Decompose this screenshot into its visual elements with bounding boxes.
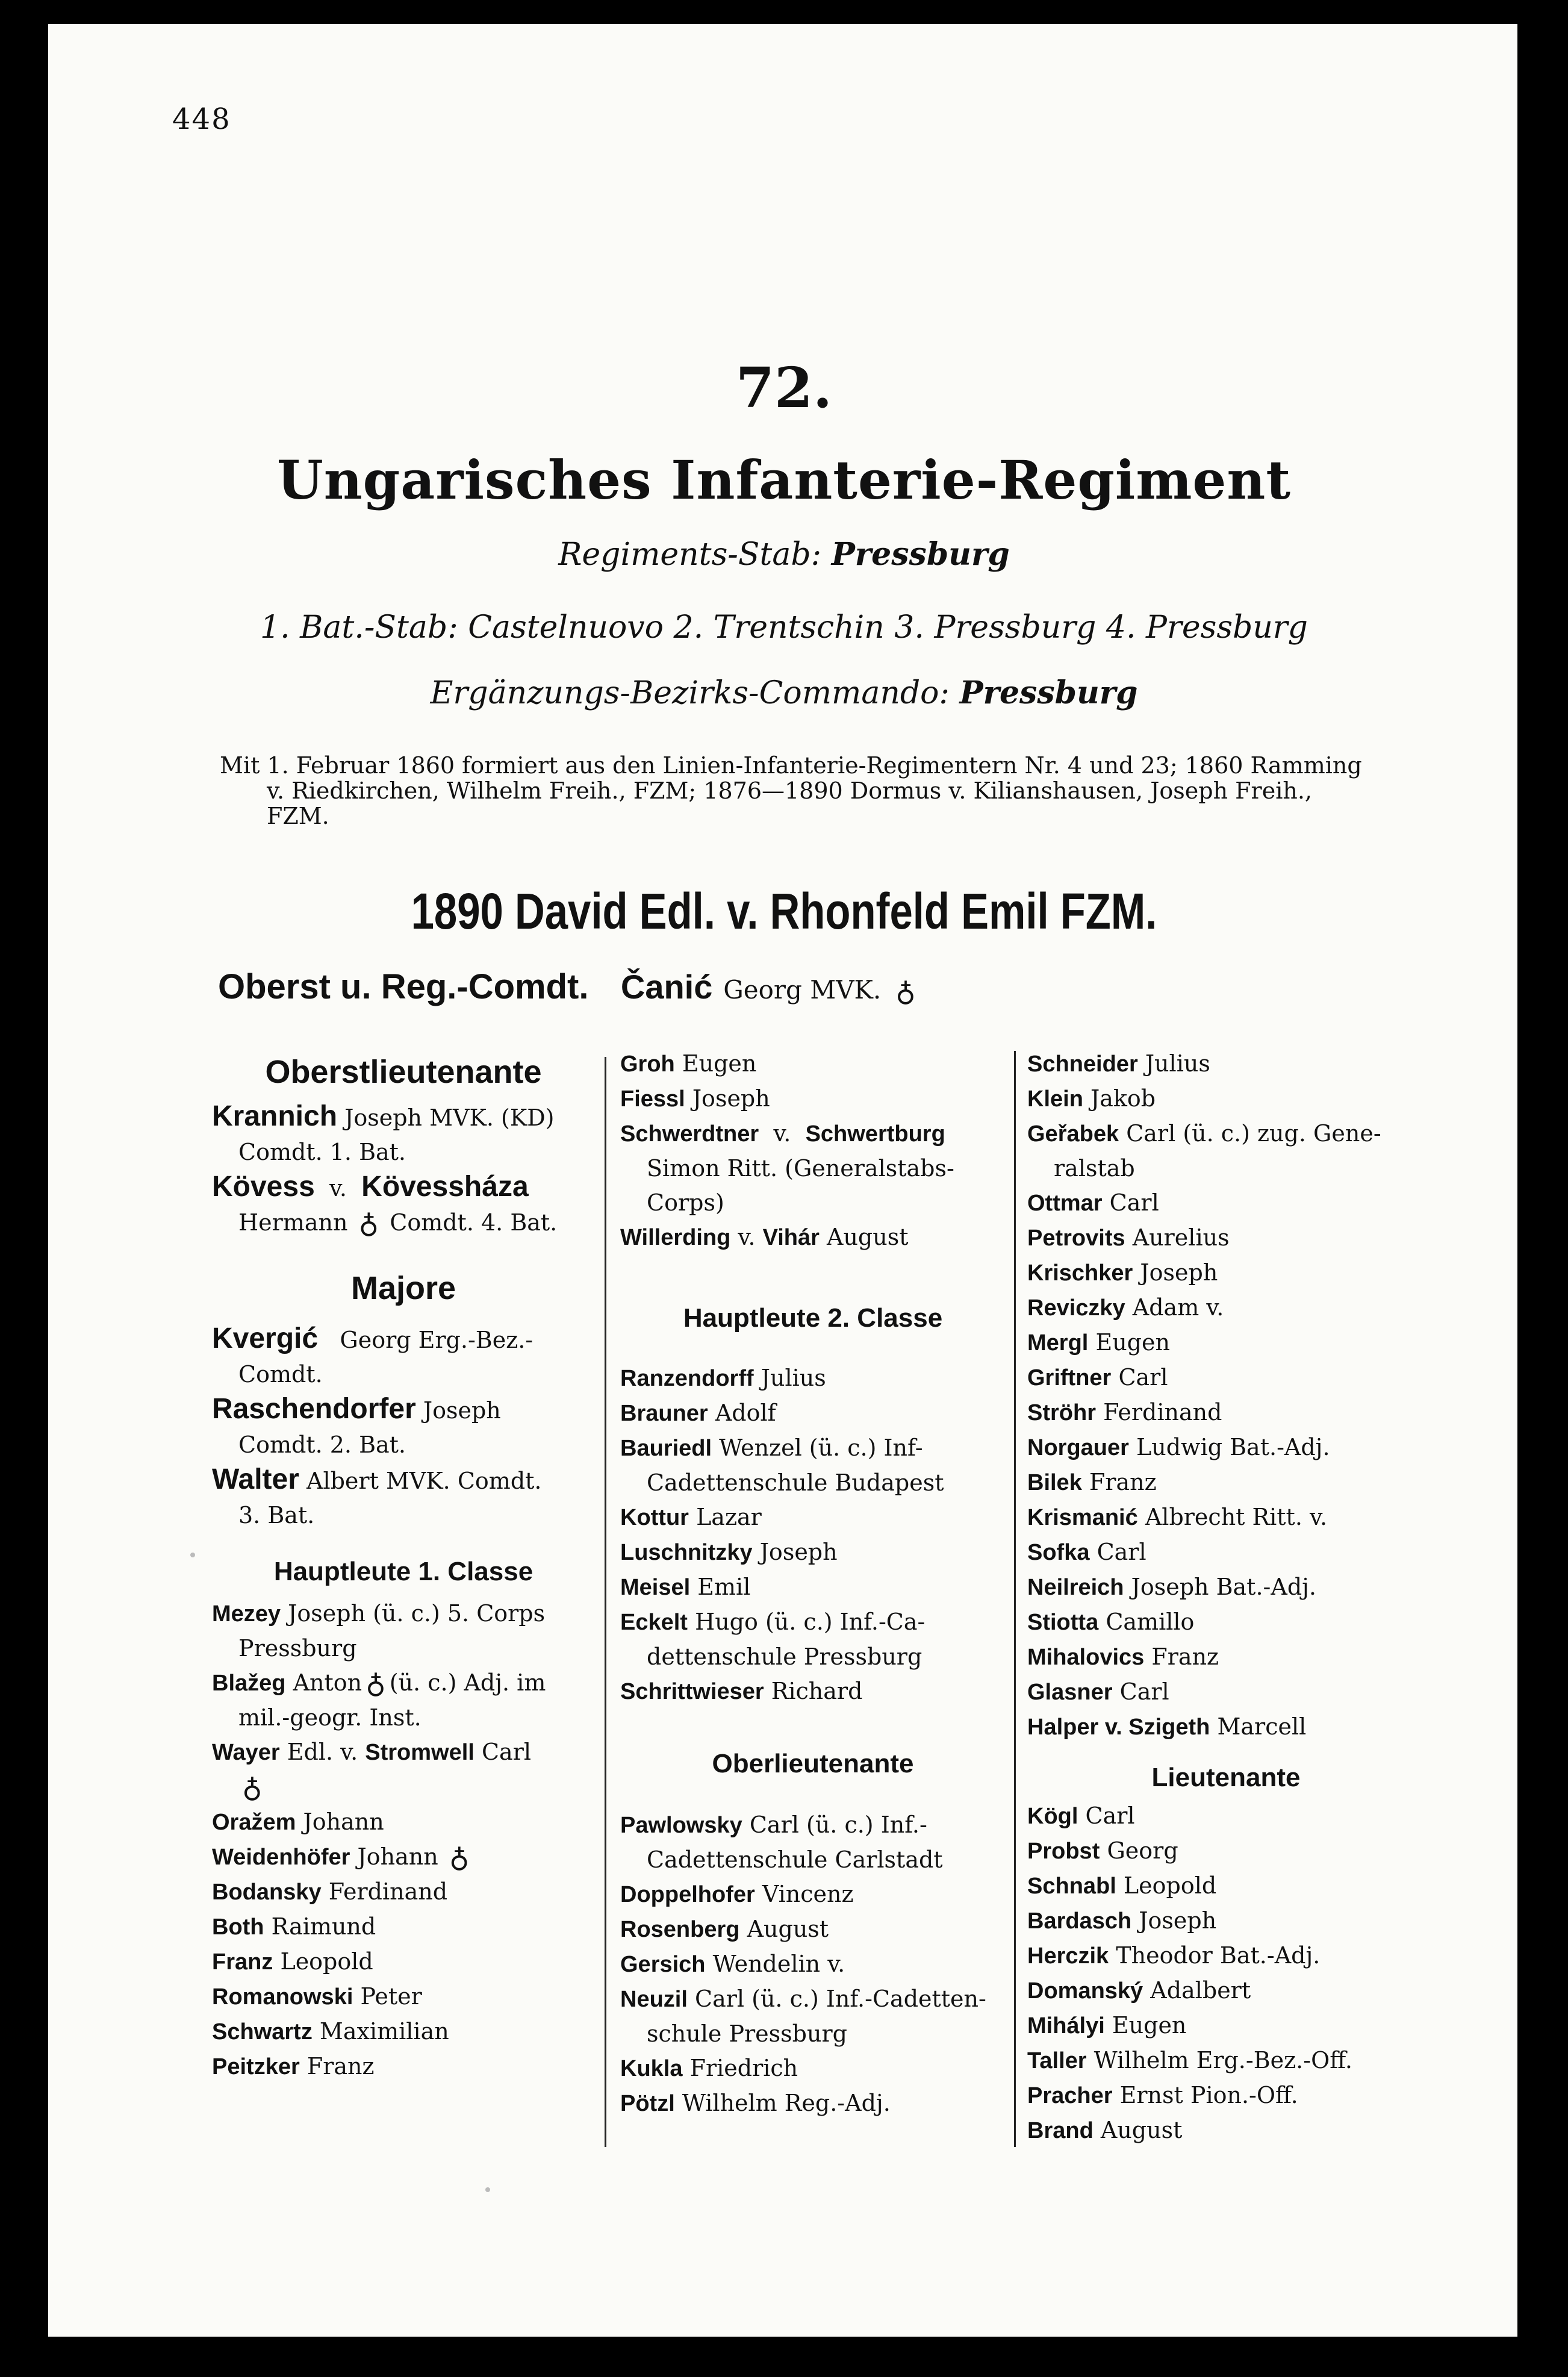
list-item-cont: 3. Bat. bbox=[238, 1502, 315, 1528]
erganzung-city: Pressburg bbox=[959, 674, 1138, 711]
list-item: Schnabl Leopold bbox=[1027, 1872, 1217, 1899]
list-item-cont: Comdt. 1. Bat. bbox=[238, 1139, 406, 1165]
section-heading: Hauptleute 1. Classe bbox=[273, 1557, 534, 1586]
page-title: Ungarisches Infanterie-Regiment bbox=[276, 449, 1292, 511]
column-3 bbox=[1027, 1047, 1425, 2148]
list-item: Geřabek Carl (ü. c.) zug. Gene- bbox=[1027, 1120, 1381, 1147]
section-heading: Oberstlieutenante bbox=[265, 1054, 542, 1090]
list-item: Neilreich Joseph Bat.-Adj. bbox=[1027, 1574, 1317, 1600]
list-item: Klein Jakob bbox=[1027, 1085, 1156, 1112]
list-item: Groh Eugen bbox=[620, 1050, 757, 1077]
list-item: Mihályi Eugen bbox=[1027, 2012, 1187, 2039]
list-item: Schrittwieser Richard bbox=[620, 1678, 863, 1704]
list-item: Blažeg Anton ♁ (ü. c.) Adj. im bbox=[212, 1667, 546, 1699]
list-item: Krismanić Albrecht Ritt. v. bbox=[1027, 1504, 1328, 1530]
list-item-cont: Cadettenschule Carlstadt bbox=[647, 1846, 943, 1873]
list-item: Luschnitzky Joseph bbox=[620, 1539, 838, 1565]
decoration-icon: ♁ bbox=[449, 1841, 470, 1874]
section-heading: Hauptleute 2. Classe bbox=[683, 1303, 943, 1333]
list-item-cont: Comdt. bbox=[238, 1361, 323, 1388]
colonel-rest: Georg MVK. bbox=[723, 975, 882, 1005]
list-item: Reviczky Adam v. bbox=[1027, 1294, 1224, 1321]
decoration-icon: ♁ bbox=[895, 975, 916, 1008]
list-item: Domanský Adalbert bbox=[1027, 1977, 1251, 2004]
list-item-cont: schule Pressburg bbox=[647, 2020, 847, 2047]
list-item: Krischker Joseph bbox=[1027, 1259, 1218, 1286]
list-item: Bauriedl Wenzel (ü. c.) Inf- bbox=[620, 1435, 923, 1461]
list-item-cont: Comdt. 2. Bat. bbox=[238, 1431, 406, 1458]
list-item: Walter Albert MVK. Comdt. bbox=[212, 1463, 542, 1495]
list-item: Bilek Franz bbox=[1027, 1469, 1157, 1495]
list-item: Krannich Joseph MVK. (KD) bbox=[212, 1100, 555, 1132]
list-item: Ottmar Carl bbox=[1027, 1189, 1159, 1216]
section-heading: Oberlieutenante bbox=[712, 1749, 914, 1778]
list-item: Kottur Lazar bbox=[620, 1504, 762, 1530]
decoration-icon: ♁ bbox=[358, 1207, 379, 1239]
list-item: Eckelt Hugo (ü. c.) Inf.-Ca- bbox=[620, 1609, 926, 1635]
staff-label: Regiments-Stab: bbox=[558, 537, 822, 573]
list-item-cont: Pressburg bbox=[238, 1635, 357, 1662]
list-item: Sofka Carl bbox=[1027, 1539, 1146, 1565]
list-item: Wayer Edl. v. Stromwell Carl bbox=[212, 1739, 532, 1765]
column-1 bbox=[212, 1051, 595, 2084]
colonel-label: Oberst u. Reg.-Comdt. bbox=[218, 967, 589, 1006]
list-item-cont: mil.-geogr. Inst. bbox=[238, 1704, 422, 1731]
erganzung-command bbox=[0, 674, 1568, 711]
regiment-staff bbox=[0, 536, 1568, 573]
list-item: Mihalovics Franz bbox=[1027, 1643, 1219, 1670]
list-item: Weidenhöfer Johann ♁ bbox=[212, 1841, 470, 1874]
regiment-owner: 1890 David Edl. v. Rhonfeld Emil FZM. bbox=[411, 883, 1157, 939]
list-item: Halper v. Szigeth Marcell bbox=[1027, 1713, 1307, 1740]
section-heading: Majore bbox=[350, 1270, 456, 1306]
list-item: Meisel Emil bbox=[620, 1574, 751, 1600]
colonel-line bbox=[218, 967, 919, 1008]
list-item: Brand August bbox=[1027, 2117, 1183, 2143]
list-item: Rosenberg August bbox=[620, 1916, 829, 1942]
list-item: Mezey Joseph (ü. c.) 5. Corps bbox=[212, 1600, 546, 1627]
list-item: Norgauer Ludwig Bat.-Adj. bbox=[1027, 1434, 1330, 1460]
decoration-icon: ♁ bbox=[242, 1771, 263, 1804]
list-item: Neuzil Carl (ü. c.) Inf.-Cadetten- bbox=[620, 1986, 986, 2012]
list-item: Stiotta Camillo bbox=[1027, 1609, 1195, 1635]
list-item: Probst Georg bbox=[1027, 1837, 1178, 1864]
list-item: Glasner Carl bbox=[1027, 1678, 1169, 1705]
list-item: Kvergić Georg Erg.-Bez.- bbox=[212, 1322, 534, 1354]
list-item: Ströhr Ferdinand bbox=[1027, 1399, 1222, 1425]
scan-speck bbox=[485, 2187, 490, 2192]
list-item: Kövess v. Kövessháza bbox=[212, 1171, 529, 1203]
list-item: Kukla Friedrich bbox=[620, 2055, 798, 2081]
decoration-icon: ♁ bbox=[366, 1667, 386, 1699]
list-item: Franz Leopold bbox=[212, 1948, 373, 1975]
list-item: Oražem Johann bbox=[212, 1808, 384, 1835]
staff-city: Pressburg bbox=[831, 536, 1010, 573]
list-item-cont: Simon Ritt. (Generalstabs- bbox=[647, 1155, 954, 1182]
column-2 bbox=[620, 1047, 1006, 2121]
regiment-number: 72. bbox=[735, 355, 833, 420]
list-item: Schwerdtner v. Schwertburg bbox=[620, 1120, 945, 1147]
list-item: Pracher Ernst Pion.-Off. bbox=[1027, 2082, 1298, 2108]
battalion-staffs: 1. Bat.-Stab: Castelnuovo 2. Trentschin 3. Pressburg 4. Pressburg bbox=[260, 609, 1308, 646]
history-line: Mit 1. Februar 1860 formiert aus den Linien-Infanterie-Regimentern Nr. 4 und 23; 1860 Ramming bbox=[220, 752, 1362, 779]
list-item: Griftner Carl bbox=[1027, 1364, 1168, 1391]
list-item: Pötzl Wilhelm Reg.-Adj. bbox=[620, 2090, 891, 2116]
list-item: Raschendorfer Joseph bbox=[212, 1393, 501, 1425]
list-item: Mergl Eugen bbox=[1027, 1329, 1170, 1356]
column-divider bbox=[1014, 1051, 1016, 2147]
history-line: v. Riedkirchen, Wilhelm Freih., FZM; 1876—1890 Dormus v. Kilianshausen, Joseph Freih., bbox=[267, 777, 1312, 804]
list-item: Taller Wilhelm Erg.-Bez.-Off. bbox=[1027, 2047, 1352, 2073]
list-item: Brauner Adolf bbox=[620, 1400, 776, 1426]
list-item-cont: Cadettenschule Budapest bbox=[647, 1469, 944, 1496]
list-item: Romanowski Peter bbox=[212, 1983, 422, 2010]
list-item: Both Raimund bbox=[212, 1913, 376, 1940]
history-text bbox=[220, 753, 1424, 829]
list-item: Fiessl Joseph bbox=[620, 1085, 770, 1112]
list-item: Bodansky Ferdinand bbox=[212, 1878, 448, 1905]
list-item: Schwartz Maximilian bbox=[212, 2018, 449, 2045]
list-item-cont: dettenschule Pressburg bbox=[647, 1643, 922, 1670]
list-item: Doppelhofer Vincenz bbox=[620, 1881, 854, 1907]
scan-speck bbox=[190, 1553, 195, 1557]
history-line: FZM. bbox=[267, 803, 329, 829]
list-item: Schneider Julius bbox=[1027, 1050, 1210, 1077]
page-number: 448 bbox=[172, 102, 231, 136]
list-item-cont: Hermann ♁ Comdt. 4. Bat. bbox=[238, 1207, 558, 1239]
list-item-cont: ralstab bbox=[1054, 1155, 1135, 1182]
list-item: Herczik Theodor Bat.-Adj. bbox=[1027, 1942, 1321, 1969]
list-item: Peitzker Franz bbox=[212, 2053, 375, 2079]
list-item: Pawlowsky Carl (ü. c.) Inf.- bbox=[620, 1812, 927, 1838]
list-item: Petrovits Aurelius bbox=[1027, 1224, 1230, 1251]
erganzung-label: Ergänzungs-Bezirks-Commando: bbox=[430, 675, 950, 711]
colonel-surname: Čanić bbox=[620, 968, 713, 1006]
list-item-cont bbox=[212, 1770, 595, 1805]
list-item: Gersich Wendelin v. bbox=[620, 1951, 845, 1977]
column-divider bbox=[605, 1057, 606, 2147]
section-heading: Lieutenante bbox=[1151, 1763, 1301, 1792]
list-item: Kögl Carl bbox=[1027, 1802, 1135, 1829]
list-item: Bardasch Joseph bbox=[1027, 1907, 1217, 1934]
list-item-cont: Corps) bbox=[647, 1189, 724, 1216]
list-item: Willerding v. Vihár August bbox=[620, 1224, 909, 1250]
list-item: Ranzendorff Julius bbox=[620, 1365, 826, 1391]
